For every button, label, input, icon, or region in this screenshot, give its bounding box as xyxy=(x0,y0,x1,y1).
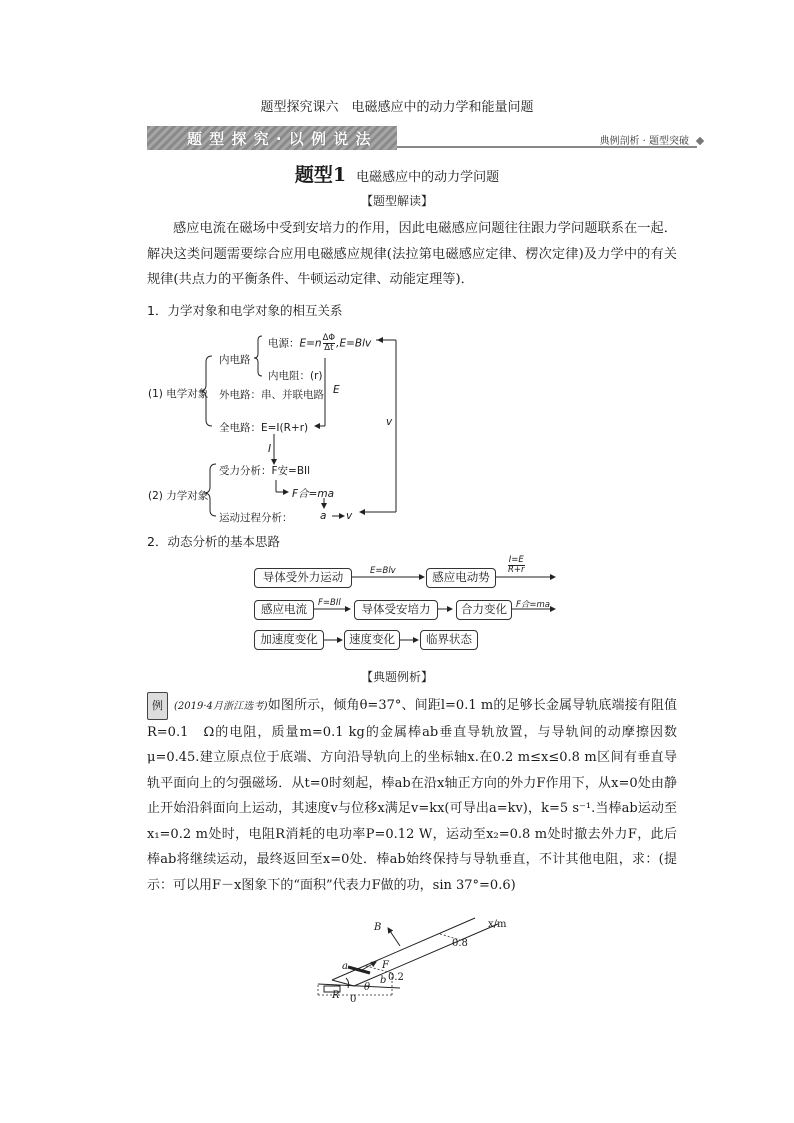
example-paragraph xyxy=(147,692,677,898)
item-relation-title: 1．力学对象和电学对象的相互关系 xyxy=(147,303,343,318)
resistor-r-label: R xyxy=(332,990,340,1001)
flow-box-net-force: 合力变化 xyxy=(456,600,512,620)
origin-label: 0 xyxy=(350,994,357,1005)
field-b-label: B xyxy=(374,922,382,933)
banner-subtitle: 典例剖析 · 题型突破 xyxy=(599,136,689,147)
source-label xyxy=(268,334,371,353)
section-heading xyxy=(0,160,794,187)
source-frac-num: ΔΦ xyxy=(322,333,336,343)
mech-object-label: (2) 力学对象 xyxy=(148,490,209,502)
flow-box-critical-state: 临界状态 xyxy=(420,630,478,650)
source-frac-den: Δt xyxy=(324,343,334,353)
flow-box-emf: 感应电动势 xyxy=(426,568,496,588)
theta-label: θ xyxy=(364,982,371,993)
net-force-label: F合=ma xyxy=(292,488,334,500)
subheading-example: 【典题例析】 xyxy=(360,670,433,684)
flow-box-induced-current: 感应电流 xyxy=(254,600,314,620)
flow-box-accel-change: 加速度变化 xyxy=(254,630,324,650)
inner-resistance-label: 内电阻：(r) xyxy=(268,370,323,382)
force-f-label: F xyxy=(382,960,389,971)
example-tag: 例 xyxy=(147,692,168,720)
flow-label-blv: E=Blv xyxy=(370,566,396,576)
flow-label-bil: F=BIl xyxy=(318,598,341,608)
flow-label-current-den: R+r xyxy=(508,565,525,575)
outer-circuit-label: 外电路：串、并联电路 xyxy=(219,389,324,401)
subheading-interpretation: 【题型解读】 xyxy=(360,194,433,208)
example-text: 如图所示，倾角θ=37°、间距l=0.1 m的足够长金属导轨底端接有阻值R=0.1 Ω的电阻，质量m=0.1 kg的金属棒ab垂直导轨放置，与导轨间的动摩擦因数μ=0.45.建立原点位于底端、方向沿导轨向上的坐标轴x.在0.2 m≤x≤0.8 m区间有垂直导轨平面向上的匀强磁场．从t=0时刻起，棒ab在沿x轴正方向的外力F作用下，从x=0处由静止开始沿斜面向上运动，其速度v与位移x满足v=kx(可导出a=kv)，k=5 s⁻¹.当棒ab运动至x₁=0.2 m处时，电阻R消耗的电功率P=0.12 W，运动至x₂=0.8 m处时撤去外力F，此后棒ab将继续运动，最终返回至x=0处．棒ab始终保持与导轨垂直，不计其他电阻，求：(提示：可以用F－x图象下的“面积”代表力F做的功，sin 37°=0.6) xyxy=(147,698,678,893)
intro-paragraph: 感应电流在磁场中受到安培力的作用，因此电磁感应问题往往跟力学问题联系在一起．解决这类问题需要综合应用电磁感应规律(法拉第电磁感应定律、楞次定律)及力学中的有关规律(共点力的平衡条件、牛顿运动定律、动能定理等)． xyxy=(147,221,677,287)
velocity-symbol: v xyxy=(346,510,353,522)
example-source: (2019·4月浙江选考) xyxy=(174,701,268,712)
tick-0-8: 0.8 xyxy=(452,938,468,949)
source-formula: E=n xyxy=(299,337,322,350)
flow-label-current xyxy=(508,556,525,575)
section-banner xyxy=(147,126,707,150)
section-number: 题型1 xyxy=(294,164,347,186)
elec-object-label: (1) 电学对象 xyxy=(148,388,209,400)
arrow-label-i: I xyxy=(268,443,272,455)
motion-analysis-label: 运动过程分析： xyxy=(219,512,293,524)
rod-b-label: b xyxy=(380,975,387,986)
diamond-icon xyxy=(696,137,704,145)
arrow-label-v: v xyxy=(386,416,393,428)
source-prefix: 电源： xyxy=(268,337,300,350)
arrow-label-e: E xyxy=(333,384,340,396)
flow-label-ma: F合=ma xyxy=(516,600,551,610)
page-title: 题型探究课六 电磁感应中的动力学和能量问题 xyxy=(260,100,534,115)
flow-box-external-force: 导体受外力运动 xyxy=(254,568,352,588)
inner-circuit-label: 内电路 xyxy=(219,354,251,366)
source-formula-2: ,E=Blv xyxy=(336,337,372,350)
flow-box-ampere-force: 导体受安培力 xyxy=(354,600,438,620)
x-axis-label: x/m xyxy=(488,919,507,930)
item-dynamic-title: 2．动态分析的基本思路 xyxy=(147,534,280,549)
tick-0-2: 0.2 xyxy=(388,972,404,983)
accel-symbol: a xyxy=(320,510,327,522)
banner-title: 题 型 探 究 · 以 例 说 法 xyxy=(187,130,372,148)
force-analysis-label: 受力分析：F安=BIl xyxy=(219,465,311,477)
full-circuit-label: 全电路：E=I(R+r) xyxy=(219,422,309,434)
section-name: 电磁感应中的动力学问题 xyxy=(356,170,500,185)
rod-a-label: a xyxy=(342,961,348,972)
flow-label-current-num: I=E xyxy=(508,555,524,565)
flow-box-speed-change: 速度变化 xyxy=(344,630,400,650)
